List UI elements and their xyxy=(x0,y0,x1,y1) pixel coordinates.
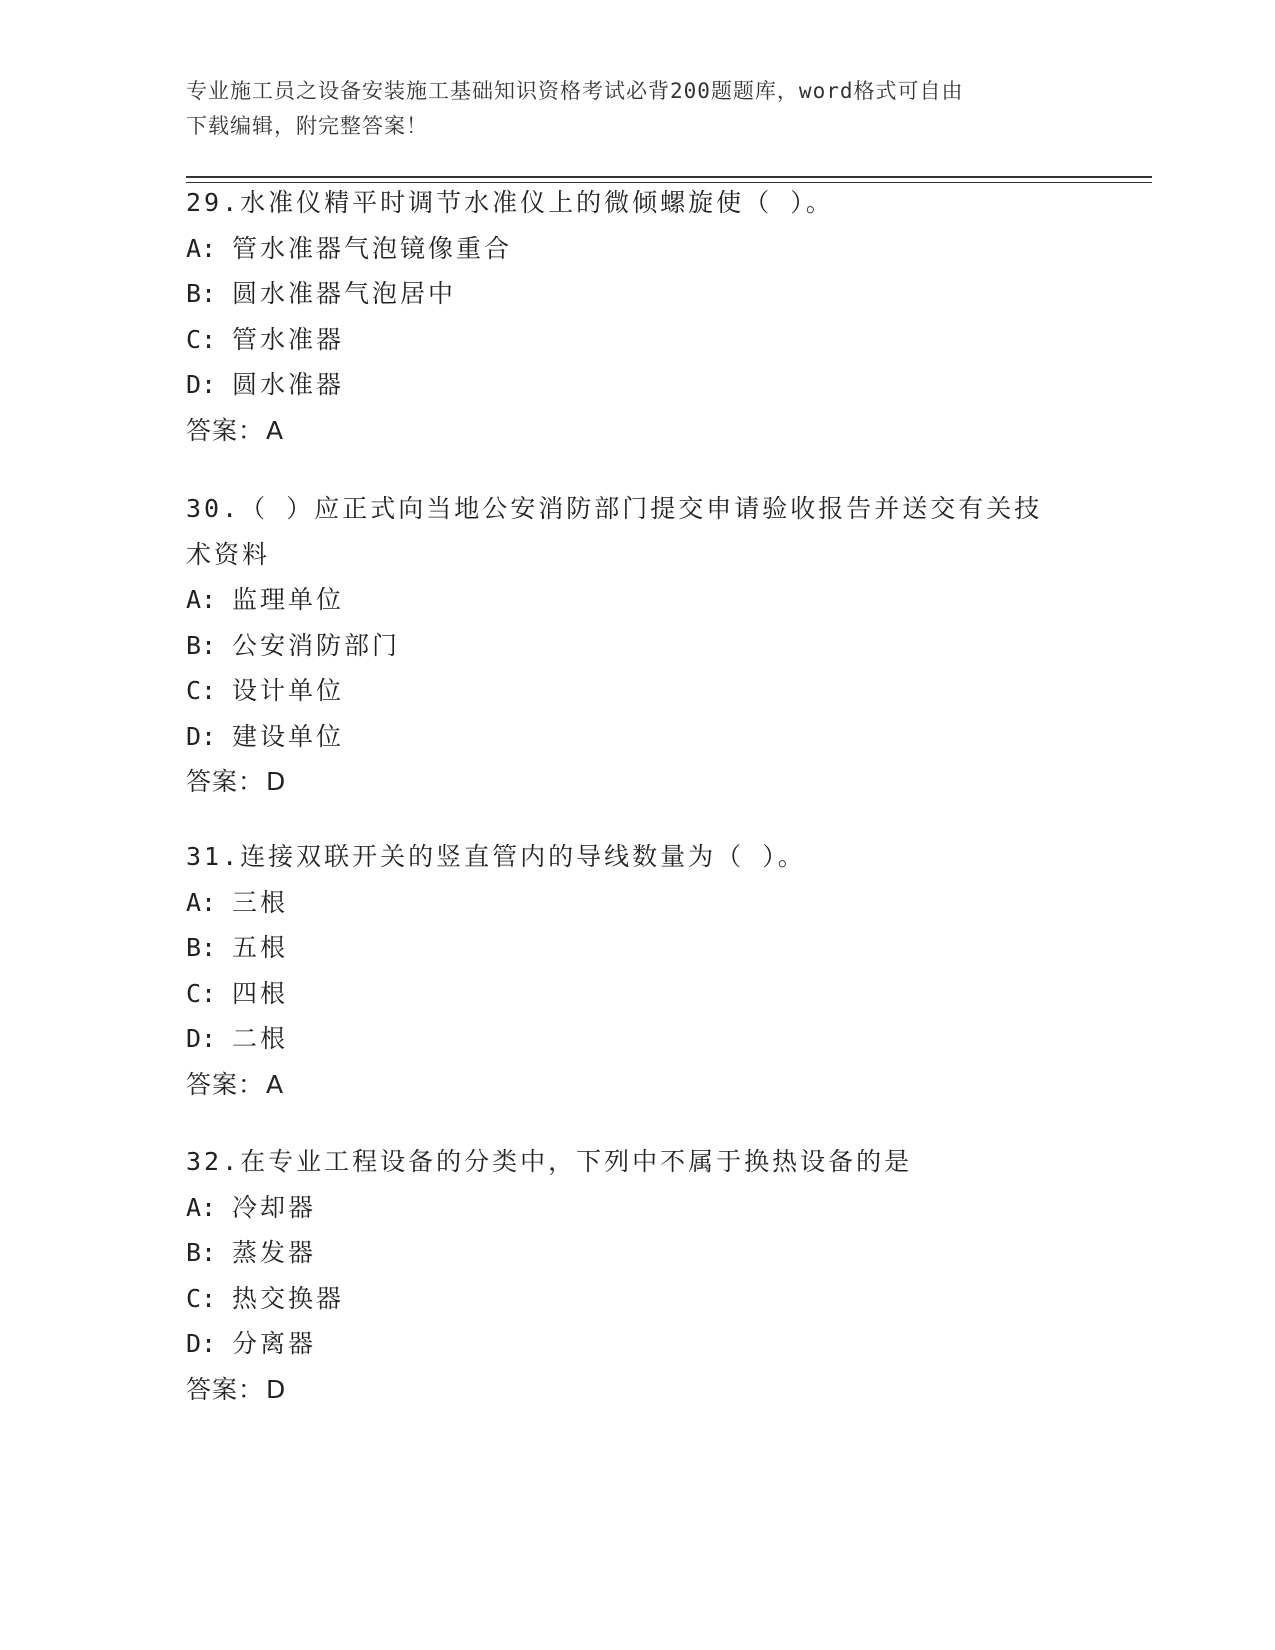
option-d xyxy=(186,714,1086,760)
option-text: 公安消防部门 xyxy=(232,630,401,660)
option-text: 圆水准器气泡居中 xyxy=(232,279,457,308)
option-letter: C: xyxy=(186,978,217,1008)
option-c xyxy=(186,317,1086,363)
answer-label: 答案： xyxy=(186,1069,265,1099)
header-divider-thick xyxy=(186,176,1152,178)
option-a xyxy=(186,880,1086,926)
option-text: 热交换器 xyxy=(232,1283,345,1313)
option-text: 蒸发器 xyxy=(232,1238,317,1267)
option-letter: D: xyxy=(186,1024,217,1053)
option-c xyxy=(186,668,1086,714)
option-text: 管水准器 xyxy=(232,324,345,354)
option-c xyxy=(186,971,1086,1017)
answer-line xyxy=(186,408,1086,454)
option-letter: C: xyxy=(186,324,217,354)
option-text: 三根 xyxy=(232,887,289,917)
question-stem: 30.（ ）应正式向当地公安消防部门提交申请验收报告并送交有关技术资料 xyxy=(186,494,1043,569)
answer-value: A xyxy=(266,415,285,445)
option-b xyxy=(186,623,1086,669)
option-letter: B: xyxy=(186,1238,217,1267)
option-letter: D: xyxy=(186,721,217,751)
option-letter: B: xyxy=(186,630,217,660)
option-a xyxy=(186,1185,1086,1231)
option-letter: D: xyxy=(186,1329,217,1358)
option-text: 冷却器 xyxy=(232,1192,317,1222)
option-letter: A: xyxy=(186,585,217,614)
option-a xyxy=(186,226,1086,272)
option-letter: A: xyxy=(186,887,217,917)
option-text: 建设单位 xyxy=(232,721,345,751)
option-text: 监理单位 xyxy=(232,585,345,614)
option-a xyxy=(186,577,1086,623)
option-d xyxy=(186,1321,1086,1367)
answer-value: D xyxy=(266,767,287,796)
option-letter: B: xyxy=(186,279,217,308)
header-line-2: 下载编辑，附完整答案！ xyxy=(186,114,428,138)
option-c xyxy=(186,1276,1086,1322)
option-b xyxy=(186,271,1086,317)
answer-label: 答案： xyxy=(186,415,265,445)
question-block xyxy=(186,486,1086,805)
option-text: 设计单位 xyxy=(232,676,345,705)
question-block xyxy=(186,834,1086,1107)
option-text: 管水准器气泡镜像重合 xyxy=(232,233,513,263)
option-letter: C: xyxy=(186,1283,217,1313)
option-letter: D: xyxy=(186,370,217,399)
question-block xyxy=(186,180,1086,453)
option-letter: C: xyxy=(186,676,217,705)
question-stem: 29.水准仪精平时调节水准仪上的微倾螺旋使（ ）。 xyxy=(186,188,834,217)
answer-line xyxy=(186,759,1086,805)
option-text: 分离器 xyxy=(232,1329,317,1358)
option-d xyxy=(186,1016,1086,1062)
option-b xyxy=(186,925,1086,971)
option-text: 圆水准器 xyxy=(232,370,345,399)
question-stem: 32.在专业工程设备的分类中，下列中不属于换热设备的是 xyxy=(186,1147,913,1176)
option-b xyxy=(186,1230,1086,1276)
option-text: 五根 xyxy=(232,933,289,962)
answer-value: A xyxy=(266,1069,285,1099)
answer-value: D xyxy=(266,1374,287,1404)
answer-line xyxy=(186,1367,1086,1413)
document-header xyxy=(186,74,1066,144)
option-letter: A: xyxy=(186,1192,217,1222)
option-letter: A: xyxy=(186,233,217,263)
option-letter: B: xyxy=(186,933,217,962)
answer-line xyxy=(186,1062,1086,1108)
answer-label: 答案： xyxy=(186,767,265,796)
question-stem: 31.连接双联开关的竖直管内的导线数量为（ ）。 xyxy=(186,842,806,871)
option-text: 二根 xyxy=(232,1024,289,1053)
question-block xyxy=(186,1139,1086,1412)
header-line-1: 专业施工员之设备安装施工基础知识资格考试必背200题题库，word格式可自由 xyxy=(186,79,964,103)
option-d xyxy=(186,362,1086,408)
option-text: 四根 xyxy=(232,978,289,1008)
answer-label: 答案： xyxy=(186,1374,265,1404)
